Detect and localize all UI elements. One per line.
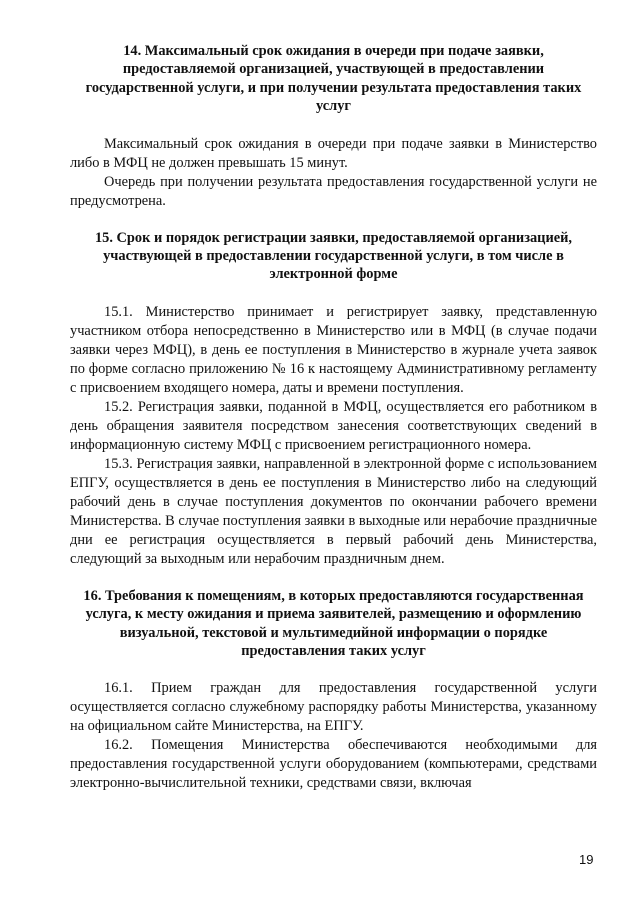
page-number: 19 [579,852,594,867]
section-14-paragraph-1: Максимальный срок ожидания в очереди при подаче заявки в Министерство либо в МФЦ не должен превышать 15 минут. [70,135,597,171]
spacer [70,284,597,303]
section-15-paragraph-1: 15.1. Министерство принимает и регистрирует заявку, представленную участником отбора непосредственно в Министерство или в МФЦ (в случае подачи заявки через МФЦ), в день ее поступления в Министерство в журнале учета заявок по форме согласно приложению № 16 к настоящему Административному регламенту с присвоением входящего номера, даты и времени поступления. [70,303,597,396]
section-14-paragraph-2: Очередь при получении результата предоставления государственной услуги не предусмотрена. [70,173,597,209]
section-16-paragraph-1: 16.1. Прием граждан для предоставления государственной услуги осуществляется согласно служебному распорядку работы Министерства, указанному на официальном сайте Министерства, на ЕПГУ. [70,680,597,735]
spacer [70,660,597,679]
section-14-heading: 14. Максимальный срок ожидания в очереди при подаче заявки, предоставляемой организацией, участвующей в предоставлении государственной услуги, и при получении результата предоставления таких услуг [85,43,582,115]
spacer [70,211,597,229]
section-15-paragraph-2: 15.2. Регистрация заявки, поданной в МФЦ, осуществляется его работником в день обращения заявителя посредством занесения соответствующих сведений в информационную систему МФЦ с присвоением регистрационного номера. [70,398,597,453]
document-page [70,42,597,793]
section-15-heading: 15. Срок и порядок регистрации заявки, предоставляемой организацией, участвующей в предоставлении государственной услуги, в том числе в электронной форме [94,229,573,283]
section-16-paragraph-2: 16.2. Помещения Министерства обеспечиваются необходимыми для предоставления государственной услуги оборудованием (компьютерами, средствами электронно-вычислительной техники, средствами связи, включая [70,737,597,792]
section-15-paragraph-3: 15.3. Регистрация заявки, направленной в электронной форме с использованием ЕПГУ, осуществляется в день ее поступления в Министерство либо на следующий рабочий день в случае поступления документов по окончании рабочего времени Министерства. В случае поступления заявки в выходные или нерабочие праздничные дни ее регистрация осуществляется в первый рабочий день Министерства, следующий за выходным или нерабочим праздничным днем. [70,455,597,567]
spacer [70,116,597,135]
spacer [70,569,597,587]
section-16-heading: 16. Требования к помещениям, в которых предоставляются государственная услуга, к месту ожидания и приема заявителей, размещению и оформлению визуальной, текстовой и мультимедийной информации о порядке предоставления таких услуг [83,587,584,660]
